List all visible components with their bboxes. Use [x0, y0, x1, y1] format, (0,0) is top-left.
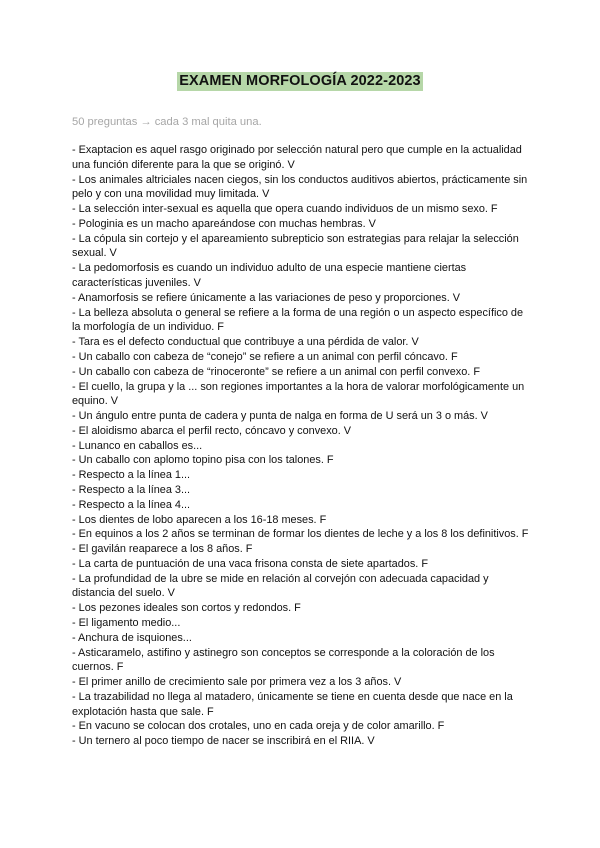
question-item: - Los dientes de lobo aparecen a los 16-18 meses. F	[72, 513, 327, 526]
question-item: - Los animales altriciales nacen ciegos, sin los conductos auditivos abiertos, prácticamente sin pelo y con una movilidad muy limitada. V	[72, 173, 528, 201]
question-item: - La cópula sin cortejo y el apareamiento subrepticio son estrategias para relajar la selección sexual. V	[72, 232, 519, 260]
question-item: - Los pezones ideales son cortos y redondos. F	[72, 602, 301, 615]
title-container	[0, 72, 600, 91]
question-item: - Un ángulo entre punta de cadera y punta de nalga en forma de U será un 3 o más. V	[72, 410, 488, 423]
question-item: - Anchura de isquiones...	[72, 631, 192, 644]
question-item: - El cuello, la grupa y la ... son regiones importantes a la hora de valorar morfológicamente un equino. V	[72, 380, 525, 408]
question-item: - La pedomorfosis es cuando un individuo adulto de una especie mantiene ciertas características juveniles. V	[72, 262, 467, 290]
question-item: - El primer anillo de crecimiento sale por primera vez a los 3 años. V	[72, 676, 402, 689]
question-item: - Un caballo con cabeza de “rinoceronte” se refiere a un animal con perfil convexo. F	[72, 365, 481, 378]
question-item: - Un caballo con aplomo topino pisa con los talones. F	[72, 454, 334, 467]
question-item: - En equinos a los 2 años se terminan de formar los dientes de leche y a los 8 los definitivos. F	[72, 528, 529, 541]
question-item: - La belleza absoluta o general se refiere a la forma de una región o un aspecto específico de la morfología de un individuo. F	[72, 306, 524, 334]
question-list	[72, 143, 532, 749]
question-item: - Pologinia es un macho apareándose con muchas hembras. V	[72, 217, 376, 230]
question-item: - La carta de puntuación de una vaca frisona consta de siete apartados. F	[72, 557, 428, 570]
question-item: - Lunanco en caballos es...	[72, 439, 203, 452]
question-item: - El ligamento medio...	[72, 617, 181, 629]
question-item: - Respecto a la línea 3...	[72, 483, 191, 496]
question-item: - Respecto a la línea 1...	[72, 469, 191, 482]
question-item: - El gavilán reaparece a los 8 años. F	[72, 543, 253, 556]
question-item: - En vacuno se colocan dos crotales, uno en cada oreja y de color amarillo. F	[72, 720, 445, 733]
exam-instructions: 50 preguntas → cada 3 mal quita una.	[72, 116, 262, 128]
question-item: - La trazabilidad no llega al matadero, únicamente se tiene en cuenta desde que nace en la explotación hasta que sale. F	[72, 690, 513, 718]
question-item: - El aloidismo abarca el perfil recto, cóncavo y convexo. V	[72, 424, 352, 437]
question-item: - La selección inter-sexual es aquella que opera cuando individuos de un mismo sexo. F	[72, 203, 498, 216]
question-item: - La profundidad de la ubre se mide en relación al corvejón con adecuada capacidad y distancia del suelo. V	[72, 572, 489, 600]
question-item: - Un ternero al poco tiempo de nacer se inscribirá en el RIIA. V	[72, 735, 375, 748]
question-item: - Un caballo con cabeza de “conejo” se refiere a un animal con perfil cóncavo. F	[72, 350, 458, 363]
question-item: - Respecto a la línea 4...	[72, 498, 191, 511]
question-item: - Tara es el defecto conductual que contribuye a una pérdida de valor. V	[72, 336, 419, 349]
page-title: EXAMEN MORFOLOGÍA 2022-2023	[179, 73, 421, 89]
question-item: - Anamorfosis se refiere únicamente a las variaciones de peso y proporciones. V	[72, 291, 461, 304]
question-item: - Asticaramelo, astifino y astinegro son conceptos se corresponde a la coloración de los cuernos. F	[72, 646, 495, 674]
question-item: - Exaptacion es aquel rasgo originado por selección natural pero que cumple en la actualidad una función diferente para la que se originó. V	[72, 144, 522, 171]
